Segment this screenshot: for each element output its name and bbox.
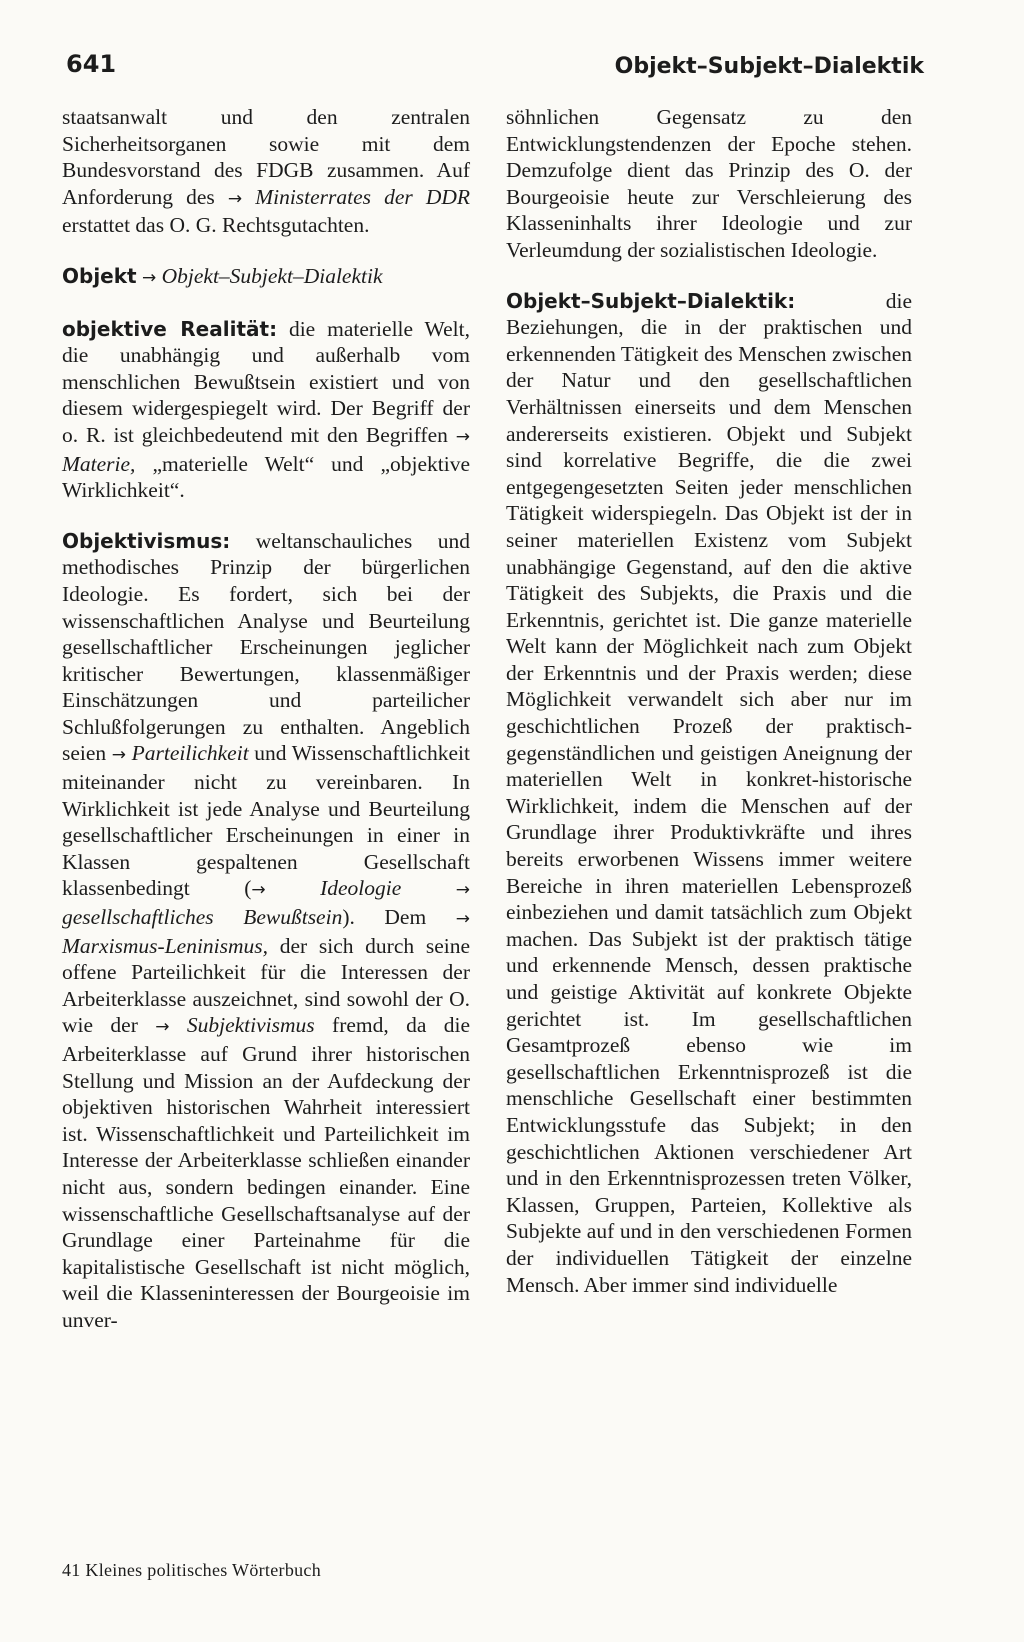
arrow-icon: → xyxy=(155,1017,170,1038)
entry-objektivismus xyxy=(62,528,470,1334)
cross-reference: Parteilichkeit xyxy=(131,741,249,766)
cross-reference: Ideologie xyxy=(320,876,402,901)
arrow-icon: → xyxy=(455,909,470,930)
body-text: ). Dem xyxy=(342,905,427,930)
entry-keyword: Objekt–Subjekt–Dialektik: xyxy=(506,288,796,313)
entry-keyword: objektive Realität: xyxy=(62,316,278,341)
arrow-icon: → xyxy=(251,880,266,901)
body-text: weltanschauliches und methodisches Prinzip der bürgerlichen Ideologie. Es fordert, sich bei der wissenschaftlichen Analyse und Beurteilung gesellschaftlicher Erscheinungen jeglicher kritischer Bewertungen, klassenmäßiger Einschätzungen und parteilicher Schlußfolgerungen zu enthalten. Angeblich seien xyxy=(62,528,470,766)
footer-signature: 41 Kleines politisches Wörterbuch xyxy=(62,1560,322,1580)
arrow-icon: → xyxy=(455,426,470,447)
cross-reference: gesellschaftliches Bewußtsein xyxy=(62,905,343,930)
cross-reference: Materie, xyxy=(62,451,136,476)
entry-objektive-realitaet xyxy=(62,316,470,504)
running-head: Objekt–Subjekt–Dialektik xyxy=(614,54,924,79)
body-text: „materielle Welt“ und „objektive Wirklichkeit“. xyxy=(62,451,470,503)
body-text: erstattet das O. G. Rechtsgutachten. xyxy=(62,213,370,238)
entry-objekt-subjekt-dialektik xyxy=(506,288,912,1299)
cross-reference: Objekt–Subjekt–Dialektik xyxy=(161,263,383,288)
arrow-icon: → xyxy=(455,880,470,901)
entry-objekt xyxy=(62,263,470,292)
entry-keyword: Objekt xyxy=(62,263,137,288)
body-text: staatsanwalt und den zentralen Sicherheitsorganen sowie mit dem Bundesvorstand des FDGB zusammen. Auf Anforderung des xyxy=(62,105,470,209)
arrow-icon: → xyxy=(227,188,243,209)
body-text: der sich durch seine offene Parteilichkeit für die Interessen der Arbeiterklasse auszeichnet, sind sowohl der O. wie der xyxy=(62,933,470,1038)
left-column xyxy=(62,104,470,1334)
entry-keyword: Objektivismus: xyxy=(62,528,231,553)
body-text: die Beziehungen, die in der praktischen und erkennenden Tätigkeit des Menschen zwischen der Natur und den gesellschaftlichen Verhältnissen einerseits und dem Menschen andererseits existieren. Objekt und Subjekt sind korrelative Begriffe, die die zwei entgegengesetzten Seiten jeder menschlichen Tätigkeit widerspiegeln. Das Objekt ist der in seiner materiellen Existenz vom Subjekt unabhängige Gegenstand, auf den die aktive Tätigkeit des Subjekts, die Praxis und die Erkenntnis, gerichtet ist. Die ganze materielle Welt kann der Möglichkeit nach zum Objekt der Erkenntnis und der Praxis werden; diese Möglichkeit verwandelt sich aber nur im geschichtlichen Prozeß der praktisch-gegenständlichen und geistigen Aneignung der materiellen Welt in konkret-historische Wirklichkeit, indem die Menschen auf der Grundlage ihrer Produktivkräfte und ihres bereits erworbenen Wissens immer weitere Bereiche in ihren materiellen Lebensprozeß einbeziehen und damit tatsächlich zum Objekt machen. Das Subjekt ist der praktisch tätige und erkennende Mensch, dessen praktische und geistige Aktivität auf konkrete Objekte gerichtet ist. Im gesellschaftlichen Gesamtprozeß ebenso wie im gesellschaftlichen Erkenntnisprozeß ist die menschliche Gesellschaft einer bestimmten Entwicklungsstufe das Subjekt; in den geschichtlichen Aktionen verschiedener Art und in den Erkenntnisprozessen treten Völker, Klassen, Gruppen, Parteien, Kollektive als Subjekte auf und in den verschiedenen Formen der individuellen Tätigkeit der einzelne Mensch. Aber immer sind individuelle xyxy=(506,288,912,1297)
arrow-icon: → xyxy=(141,267,157,288)
body-text: fremd, da die Arbeiterklasse auf Grund ihrer historischen Stellung und Mission an der Aufdeckung der objektiven historischen Wahrheit interessiert ist. Wissenschaftlichkeit und Parteilichkeit im Interesse der Arbeiterklasse schließen einander nicht aus, sondern bedingen einander. Eine wissenschaftliche Gesellschaftsanalyse auf der Grundlage einer Parteinahme für die kapitalistische Gesellschaft ist nicht möglich, weil die Klasseninteressen der Bourgeoisie im unver- xyxy=(62,1013,471,1332)
body-text: die materielle Welt, die unabhängig und außerhalb vom menschlichen Bewußtsein existiert und von diesem widergespiegelt wird. Der Begriff der o. R. ist gleichbedeutend mit den Begriffen xyxy=(62,316,470,447)
cross-reference: Ministerrates der DDR xyxy=(255,184,471,209)
cross-reference: Subjektivismus xyxy=(186,1013,315,1038)
page-number: 641 xyxy=(66,50,117,78)
arrow-icon: → xyxy=(111,745,127,766)
right-column xyxy=(506,104,912,1298)
body-text: und Wissenschaftlichkeit miteinander nicht zu vereinbaren. In Wirklichkeit ist jede Analyse und Beurteilung gesellschaftlicher Erscheinungen in einer in Klassen gespaltenen Gesellschaft klassenbedingt ( xyxy=(62,741,470,901)
cross-reference: Marxismus-Leninismus, xyxy=(62,933,269,958)
paragraph-continuation xyxy=(62,104,470,239)
paragraph-continuation: söhnlichen Gegensatz zu den Entwicklungstendenzen der Epoche stehen. Demzufolge dient das Prinzip des O. der Bourgeoisie heute zur Verschleierung des Klasseninhalts ihrer Ideologie und zur Verleumdung der sozialistischen Ideologie. xyxy=(506,105,912,262)
